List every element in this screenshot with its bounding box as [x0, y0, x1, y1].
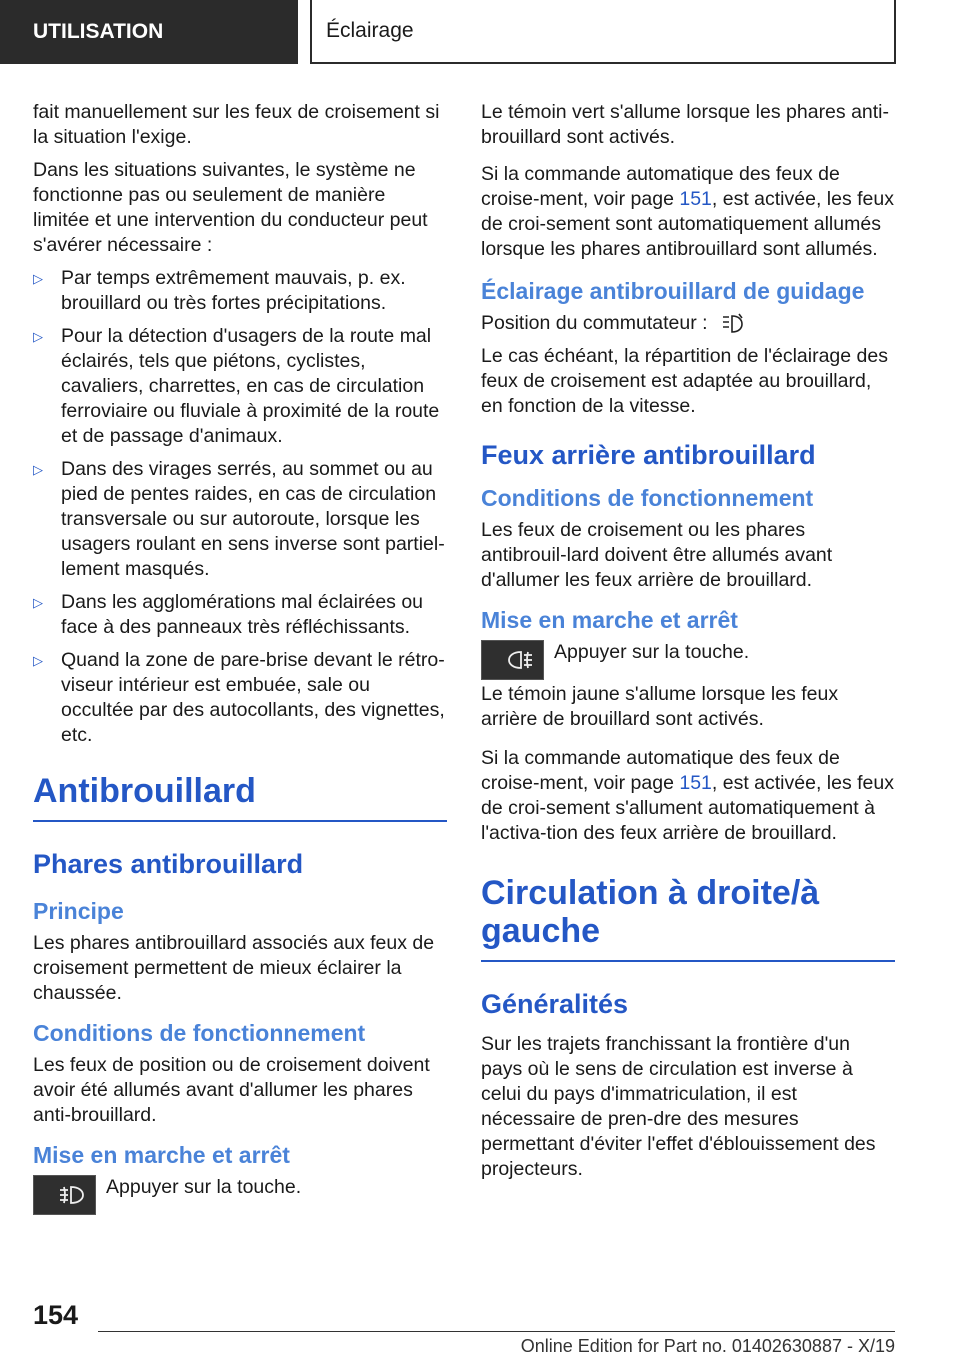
section-heading: Circulation à droite/à gauche [481, 874, 895, 962]
rear-fog-light-icon [505, 649, 535, 671]
paragraph: Si la commande automatique des feux de croise-ment, voir page 151, est activée, les feux de croi-sement sont automatiquement allumés lorsque les phares antibrouillard sont allumés. [481, 163, 894, 260]
topic-heading: Conditions de fonctionnement [481, 485, 814, 511]
paragraph: Position du commutateur : [481, 311, 895, 336]
subsection-heading: Généralités [481, 989, 629, 1019]
paragraph: Les feux de position ou de croisement doivent avoir été allumés avant d'allumer les phares anti-brouillard. [33, 1054, 430, 1126]
button-instruction-text: Appuyer sur la touche. [106, 1176, 302, 1198]
page-link[interactable]: 151 [679, 772, 712, 794]
list-item: ▷ Quand la zone de pare-brise devant le rétro-viseur intérieur est embuée, sale ou occultée par des autocollants, des vignettes, etc. [33, 649, 445, 746]
fog-guide-light-switch-icon [717, 313, 747, 335]
rear-fog-light-button-icon [481, 640, 544, 680]
section-heading: Antibrouillard [33, 772, 447, 822]
topic-heading: Éclairage antibrouillard de guidage [481, 278, 865, 304]
triangle-bullet-icon: ▷ [33, 329, 43, 344]
paragraph: Le témoin jaune s'allume lorsque les feux arrière de brouillard sont activés. [481, 683, 839, 730]
paragraph: Le témoin vert s'allume lorsque les phares anti-brouillard sont activés. [481, 101, 890, 148]
list-item: ▷ Dans des virages serrés, au sommet ou au pied de pentes raides, en cas de circulation transversale ou sur autoroute, lorsque les usagers roulant en sens inverse sont partiel-lement masqués. [33, 458, 445, 580]
paragraph: Les phares antibrouillard associés aux feux de croisement permettent de mieux éclairer la chaussée. [33, 932, 435, 1004]
topic-heading: Mise en marche et arrêt [481, 607, 738, 633]
section-tab [0, 0, 298, 64]
list-item: ▷ Dans les agglomérations mal éclairées ou face à des panneaux très réfléchissants. [33, 591, 424, 638]
triangle-bullet-icon: ▷ [33, 462, 43, 477]
button-instruction [33, 1175, 447, 1215]
topic-heading: Principe [33, 898, 124, 924]
left-column [33, 100, 447, 1219]
front-fog-light-icon [57, 1184, 87, 1206]
triangle-bullet-icon: ▷ [33, 653, 43, 668]
page-number: 154 [33, 1300, 79, 1330]
conditions-list [33, 266, 447, 748]
button-instruction [481, 640, 895, 680]
chapter-tab [310, 0, 896, 64]
paragraph: fait manuellement sur les feux de croisement si la situation l'exige. [33, 101, 440, 148]
edition-footer: Online Edition for Part no. 01402630887 - X/19 [520, 1336, 895, 1356]
triangle-bullet-icon: ▷ [33, 595, 43, 610]
chapter-title: Éclairage [326, 19, 414, 42]
paragraph: Dans les situations suivantes, le système ne fonctionne pas ou seulement de manière limitée et une intervention du conducteur peut s'avérer nécessaire : [33, 159, 428, 256]
right-column [481, 100, 895, 1190]
section-title: UTILISATION [33, 20, 164, 43]
paragraph: Si la commande automatique des feux de croise-ment, voir page 151, est activée, les feux de croi-sement s'allument automatiquement à l'activa-tion des feux arrière de brouillard. [481, 747, 894, 844]
topic-heading: Mise en marche et arrêt [33, 1142, 290, 1168]
topic-heading: Conditions de fonctionnement [33, 1020, 366, 1046]
paragraph: Le cas échéant, la répartition de l'éclairage des feux de croisement est adaptée au brouillard, en fonction de la vitesse. [481, 345, 888, 417]
subsection-heading: Feux arrière antibrouillard [481, 440, 816, 470]
button-instruction-text: Appuyer sur la touche. [554, 641, 750, 663]
triangle-bullet-icon: ▷ [33, 271, 43, 286]
list-item: ▷ Pour la détection d'usagers de la route mal éclairés, tels que piétons, cyclistes, cavaliers, charrettes, en cas de circulation ferroviaire ou fluviale à proximité de la route et de passage d'animaux. [33, 325, 440, 447]
footer-divider [98, 1331, 895, 1332]
paragraph: Les feux de croisement ou les phares antibrouil-lard doivent être allumés avant d'allumer les feux arrière de brouillard. [481, 519, 833, 591]
subsection-heading: Phares antibrouillard [33, 849, 304, 879]
paragraph: Sur les trajets franchissant la frontière d'un pays où le sens de circulation est inverse à celui du pays d'immatriculation, il est nécessaire de pren-dre des mesures permettant d'éviter l'effet d'éblouissement des projecteurs. [481, 1033, 876, 1180]
front-fog-light-button-icon [33, 1175, 96, 1215]
list-item: ▷ Par temps extrêmement mauvais, p. ex. brouillard ou très fortes précipitations. [33, 267, 406, 314]
page-link[interactable]: 151 [679, 188, 712, 210]
